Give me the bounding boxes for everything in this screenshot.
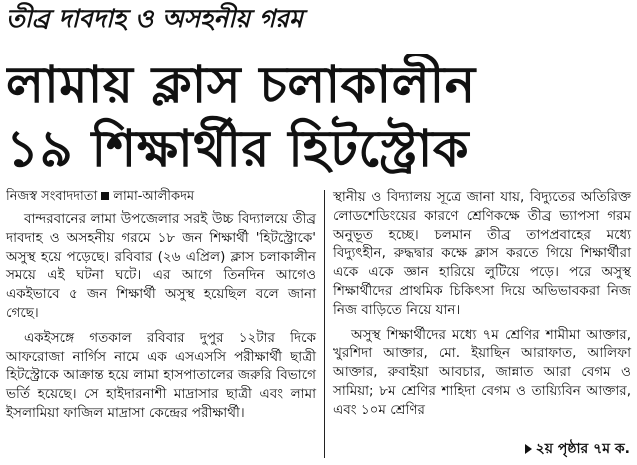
- byline: [6, 187, 316, 207]
- paragraph: অসুস্থ শিক্ষার্থীদের মধ্যে ৭ম শ্রেণির শামীমা আক্তার, খুরশিদা আক্তার, মো. ইয়াছিন আরাফাত, আলিফা আক্তার, রুবাইয়া আবচার, জান্নাত আরা বেগম ও সামিয়া; ৮ম শ্রেণির শাহিদা বেগম ও তায়্যিবিন আক্তার, এবং ১০ম শ্রেণির: [333, 326, 631, 418]
- paragraph: স্থানীয় ও বিদ্যালয় সূত্রে জানা যায়, বিদ্যুতের অতিরিক্ত লোডশেডিংয়ের কারণে শ্রেণিকক্ষে তীব্র ভ্যাপসা গরম অনুভূত হচ্ছে। চলমান তীব্র তাপপ্রবাহের মধ্যে বিদ্যুৎহীন, রুদ্ধদ্বার কক্ষে ক্লাস করতে গিয়ে শিক্ষার্থীরা একে একে জ্ঞান হারিয়ে লুটিয়ে পড়ে। পরে অসুস্থ শিক্ষার্থীদের প্রাথমিক চিকিৎসা দিয়ে অভিভাবকরা নিজ নিজ বাড়িতে নিয়ে যান।: [333, 189, 631, 318]
- triangle-arrow-icon: [525, 444, 532, 454]
- paragraph: বান্দরবানের লামা উপজেলার সরই উচ্চ বিদ্যালয়ে তীব্র দাবদাহ ও অসহনীয় গরমে ১৮ জন শিক্ষার্থী 'হিটস্ট্রোকে' অসুস্থ হয়ে পড়েছে। রবিবার (২৬ এপ্রিল) ক্লাস চলাকালীন সময়ে এই ঘটনা ঘটে। এর আগে তিনদিন আগেও একইভাবে ৫ জন শিক্ষার্থী অসুস্থ হয়েছিল বলে জানা গেছে।: [6, 211, 316, 321]
- kicker-line: তীব্র দাবদাহ ও অসহনীয় গরম: [6, 4, 303, 33]
- left-column: [6, 210, 316, 429]
- byline-location: লামা-আলীকদম: [113, 189, 195, 204]
- headline: [6, 54, 631, 182]
- paragraph: একইসঙ্গে গতকাল রবিবার দুপুর ১২টার দিকে আফরোজা নার্গিস নামে এক এসএসসি পরীক্ষার্থী ছাত্রী হিটস্ট্রোকে আক্রান্ত হয়ে লামা হাসপাতালের জরুরি বিভাগে ভর্তি হয়েছে। সে হাইদারনাশী মাদ্রাসার ছাত্রী এবং লামা ইসলামিয়া ফাজিল মাদ্রাসা কেন্দ্রের পরীক্ষার্থী।: [6, 329, 316, 421]
- byline-reporter: নিজস্ব সংবাদদাতা: [6, 189, 98, 204]
- headline-line-2: ১৯ শিক্ষার্থীর হিটস্ট্রোক: [6, 120, 470, 179]
- continued-on-text: ২য় পৃষ্ঠার ৭ম ক.: [535, 441, 630, 457]
- column-divider: [324, 190, 325, 458]
- headline-line-1: লামায় ক্লাস চলাকালীন: [6, 56, 476, 115]
- square-bullet-icon: [101, 192, 109, 200]
- continued-on: [470, 438, 630, 460]
- right-column: [333, 188, 631, 426]
